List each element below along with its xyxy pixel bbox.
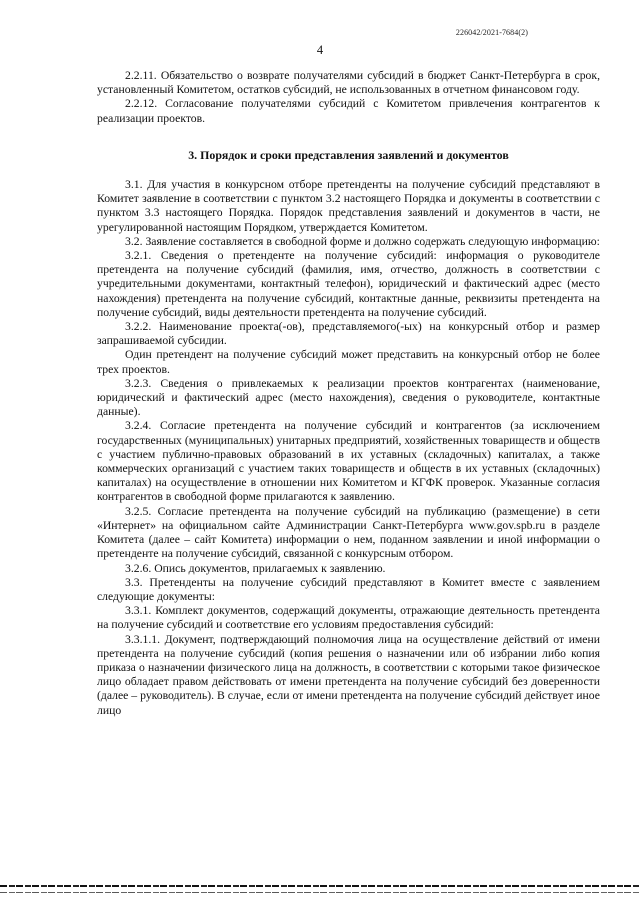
clause-3-3-1: 3.3.1. Комплект документов, содержащий документы, отражающие деятельность претендента на получение субсидий и соответствие его условиям предоставления субсидий: [97, 604, 600, 632]
scan-edge-artifact-secondary [0, 892, 640, 893]
clause-3-2-5: 3.2.5. Согласие претендента на получение субсидий на публикацию (размещение) в сети «Интернет» на официальном сайте Администрации Санкт-Петербурга www.gov.spb.ru в разделе Комитета (далее – сайт Комитета) информации о нем, поданном заявлении и иной информации о претенденте на получение субсидий, связанной с конкурсным отбором. [97, 504, 600, 561]
clause-3-2-4: 3.2.4. Согласие претендента на получение субсидий и контрагентов (за исключением государственных (муниципальных) унитарных предприятий, хозяйственных товариществ и обществ с участием публично-правовых образований в их уставных (складочных) капиталах, а также коммерческих организаций с участием таких товариществ и обществ в их уставных (складочных) капиталах) на осуществление в отношении них Комитетом и КГФК проверок. Указанные согласия контрагентов в свободной форме прилагаются к заявлению. [97, 419, 600, 504]
document-body [97, 69, 600, 718]
clause-2-2-11: 2.2.11. Обязательство о возврате получателями субсидий в бюджет Санкт-Петербурга в срок, установленный Комитетом, остатков субсидий, не использованных в отчетном финансовом году. [97, 69, 600, 97]
clause-3-2-2-note: Один претендент на получение субсидий может представить на конкурсный отбор не более трех проектов. [97, 348, 600, 376]
clause-3-2-1: 3.2.1. Сведения о претенденте на получение субсидий: информация о руководителе претендента на получение субсидий (фамилия, имя, отчество, должность в соответствии с учредительными документами, контактный телефон), юридический и фактический адрес (место нахождения) претендента на получение субсидий, контактные данные, реквизиты претендента на получение субсидий, виды деятельности претендента на получение субсидий. [97, 249, 600, 319]
scan-edge-artifact [0, 885, 640, 887]
clause-3-2: 3.2. Заявление составляется в свободной форме и должно содержать следующую информацию: [125, 234, 600, 248]
clause-2-2-12: 2.2.12. Согласование получателями субсидий с Комитетом привлечения контрагентов к реализации проектов. [97, 97, 600, 125]
clause-3-3-1-1: 3.3.1.1. Документ, подтверждающий полномочия лица на осуществление действий от имени претендента на получение субсидий (копия решения о назначении или об избрании либо копия приказа о назначении физического лица на должность, в соответствии с которыми такое физическое лицо обладает правом действовать от имени претендента на получение субсидий без доверенности (далее – руководитель). В случае, если от имени претендента на получение субсидий действует иное лицо [97, 632, 600, 717]
document-registration-number: 226042/2021-7684(2) [455, 28, 528, 37]
section-3-heading: 3. Порядок и сроки представления заявлений и документов [188, 147, 509, 162]
clause-3-2-6: 3.2.6. Опись документов, прилагаемых к заявлению. [125, 561, 386, 575]
page-number: 4 [316, 43, 324, 57]
clause-3-2-2: 3.2.2. Наименование проекта(-ов), представляемого(-ых) на конкурсный отбор и размер запрашиваемой субсидии. [97, 320, 600, 348]
clause-3-2-3: 3.2.3. Сведения о привлекаемых к реализации проектов контрагентах (наименование, юридический и фактический адрес (место нахождения), сведения о руководителе, контактные данные). [97, 376, 600, 419]
clause-3-3: 3.3. Претенденты на получение субсидий представляют в Комитет вместе с заявлением следующие документы: [97, 575, 600, 603]
clause-3-1: 3.1. Для участия в конкурсном отборе претенденты на получение субсидий представляют в Комитет заявление в соответствии с пунктом 3.2 настоящего Порядка и документы в соответствии с пунктом 3.3 настоящего Порядка. Порядок представления заявлений и документов в части, не урегулированной настоящим Порядком, утверждается Комитетом. [97, 178, 600, 234]
